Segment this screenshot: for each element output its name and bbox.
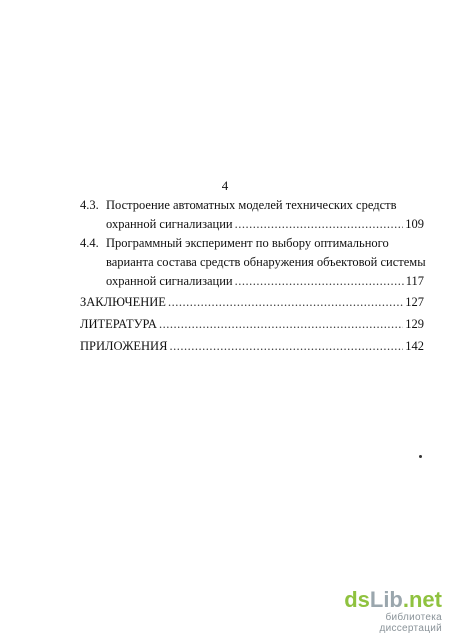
toc-page-number: 127: [405, 295, 424, 309]
toc-entry-title-line: Построение автоматных моделей технических средств: [106, 198, 397, 212]
page-number: 4: [221, 178, 229, 193]
toc-entry-literature: [80, 313, 424, 335]
toc-page-number: 142: [405, 339, 424, 353]
toc-entry-title-line: охранной сигнализации: [106, 274, 233, 288]
toc-page-number: 129: [405, 317, 424, 331]
dot-leader: [159, 313, 403, 335]
dslib-watermark: [324, 587, 442, 634]
toc-entry-conclusion: [80, 291, 424, 313]
toc-entry-title: ЛИТЕРАТУРА: [80, 317, 157, 331]
dot-leader: [168, 291, 403, 313]
toc-entry-4-4: [80, 234, 424, 291]
scan-speck: [419, 455, 422, 458]
dot-leader: [235, 272, 404, 291]
dot-leader: [169, 335, 403, 357]
toc-entry-title: ЗАКЛЮЧЕНИЕ: [80, 295, 166, 309]
toc-entry-number: 4.3.: [80, 198, 99, 212]
dslib-logo: dsLib.net: [344, 587, 442, 612]
dot-leader: [235, 215, 404, 234]
toc-entry-title-line: охранной сигнализации: [106, 217, 233, 231]
table-of-contents: [80, 196, 424, 357]
toc-entry-number: 4.4.: [80, 236, 99, 250]
toc-entry-title-line: варианта состава средств обнаружения объектовой системы: [106, 255, 426, 269]
toc-entry-title-line: Программный эксперимент по выбору оптимального: [106, 236, 389, 250]
toc-page-number: 117: [405, 274, 424, 288]
toc-entry-title: ПРИЛОЖЕНИЯ: [80, 339, 168, 353]
toc-entry-4-3: [80, 196, 424, 234]
toc-page-number: 109: [405, 217, 424, 231]
toc-entry-appendices: [80, 335, 424, 357]
watermark-subtitle: библиотека диссертаций: [379, 612, 442, 634]
